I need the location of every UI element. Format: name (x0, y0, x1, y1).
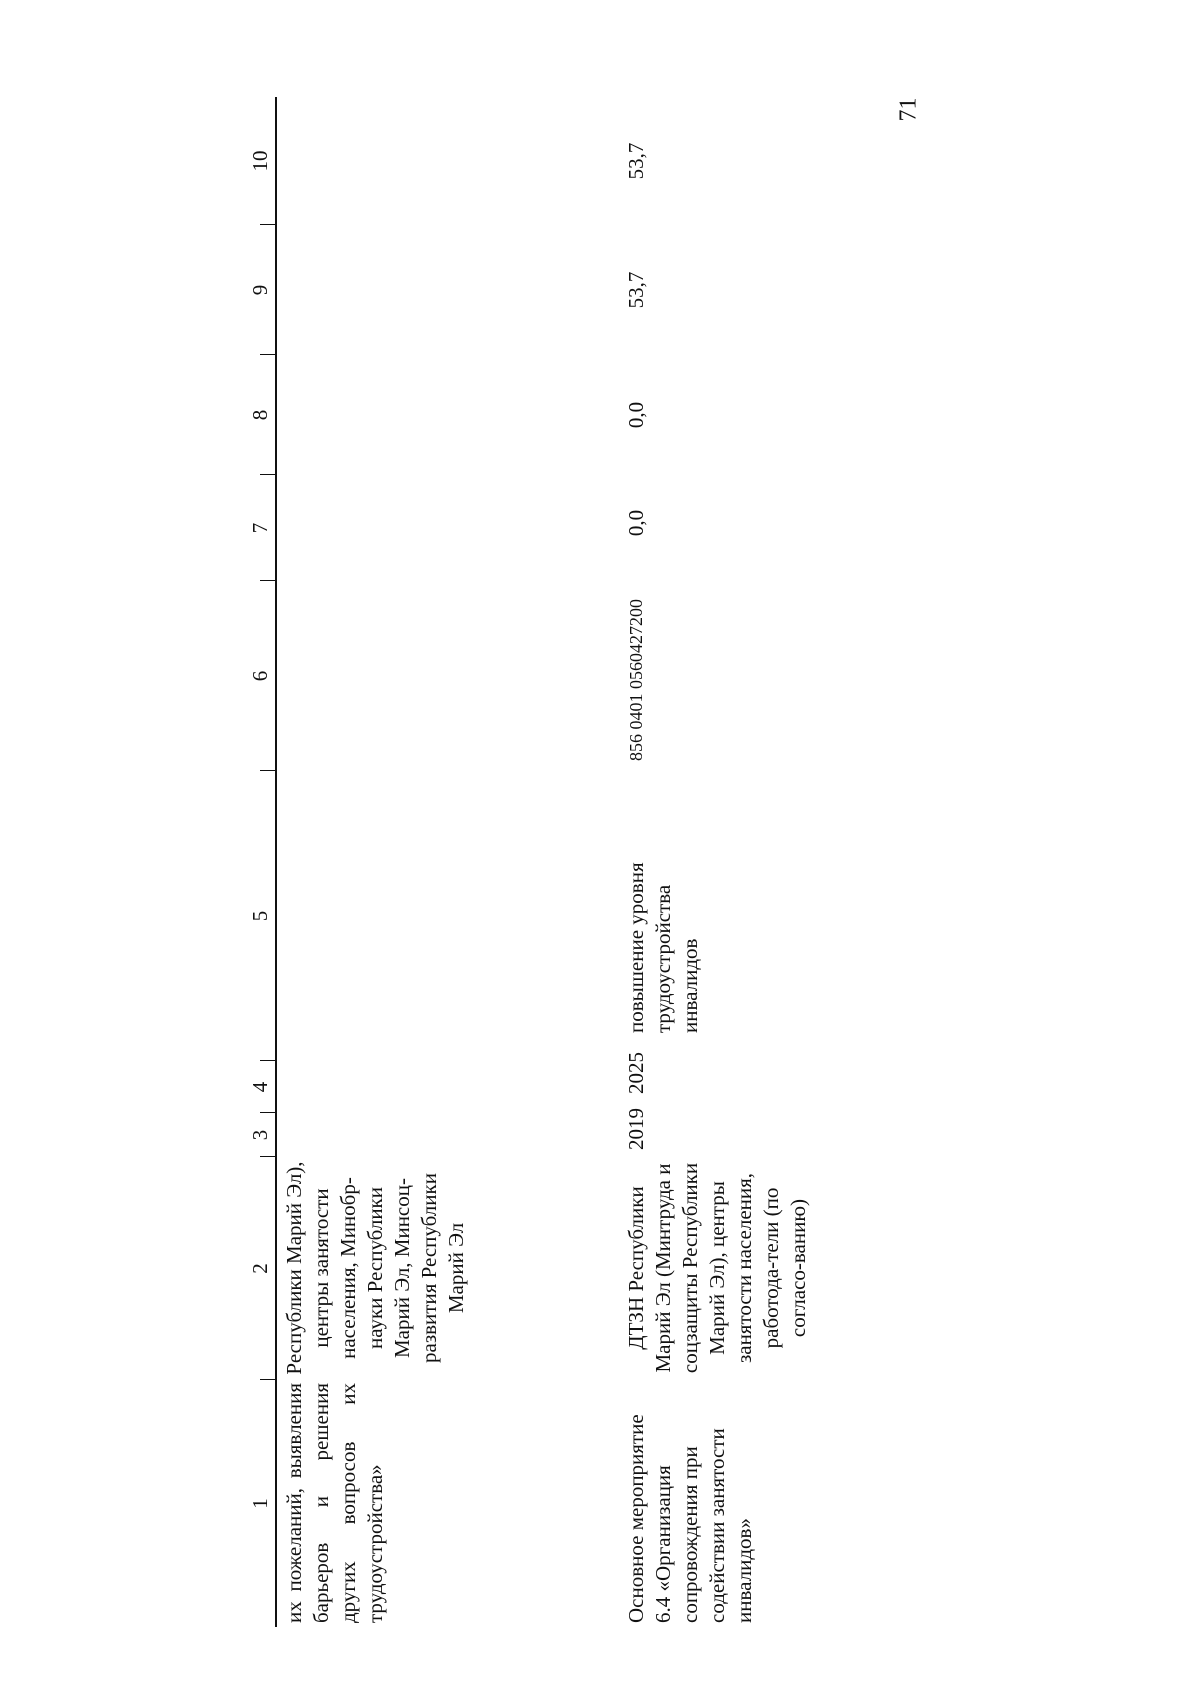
row2-col5-result: повышение уровня трудоустройства инвалидов (624, 862, 702, 1033)
rotated-table-sheet (245, 97, 1005, 1627)
row2-col10-value: 53,7 (624, 142, 648, 180)
row2-col8-value: 0,0 (624, 401, 648, 429)
row2-col9-value: 53,7 (624, 271, 648, 309)
row2-col6-budget-code: 856 0401 0560427200 (626, 599, 646, 761)
table-header-row (245, 97, 277, 1627)
column-header-10: 10 (248, 150, 272, 172)
column-header-7: 7 (248, 522, 272, 534)
column-header-3: 3 (248, 1129, 272, 1141)
page-number: 71 (895, 97, 922, 122)
row1-col2-text: Республики Марий Эл), центры занятости населения, Минобр-науки Республики Марий Эл, Минсоц-развития Республики Марий Эл (282, 1161, 468, 1375)
row2-col4-end-year: 2025 (624, 1052, 648, 1094)
row2-col2-text: ДТЗН Республики Марий Эл (Минтруда и соцзащиты Республики Марий Эл), центры занятости населения, работода-тели (по согласо-ванию) (624, 1162, 810, 1374)
column-header-8: 8 (248, 409, 272, 421)
row2-col1-text: Основное мероприятие 6.4 «Организация сопровождения при содействии занятости инвалидов» (624, 1414, 756, 1623)
column-header-6: 6 (248, 670, 272, 682)
row2-col3-start-year: 2019 (624, 1108, 648, 1150)
column-header-9: 9 (248, 284, 272, 296)
row1-col1-text: их пожеланий, выявления барьеров и решения других вопросов их трудоустройства» (282, 1383, 387, 1623)
column-header-5: 5 (248, 910, 272, 922)
column-header-2: 2 (248, 1263, 272, 1274)
row2-col7-value: 0,0 (624, 509, 648, 537)
column-header-4: 4 (248, 1081, 272, 1093)
column-header-1: 1 (248, 1498, 272, 1509)
